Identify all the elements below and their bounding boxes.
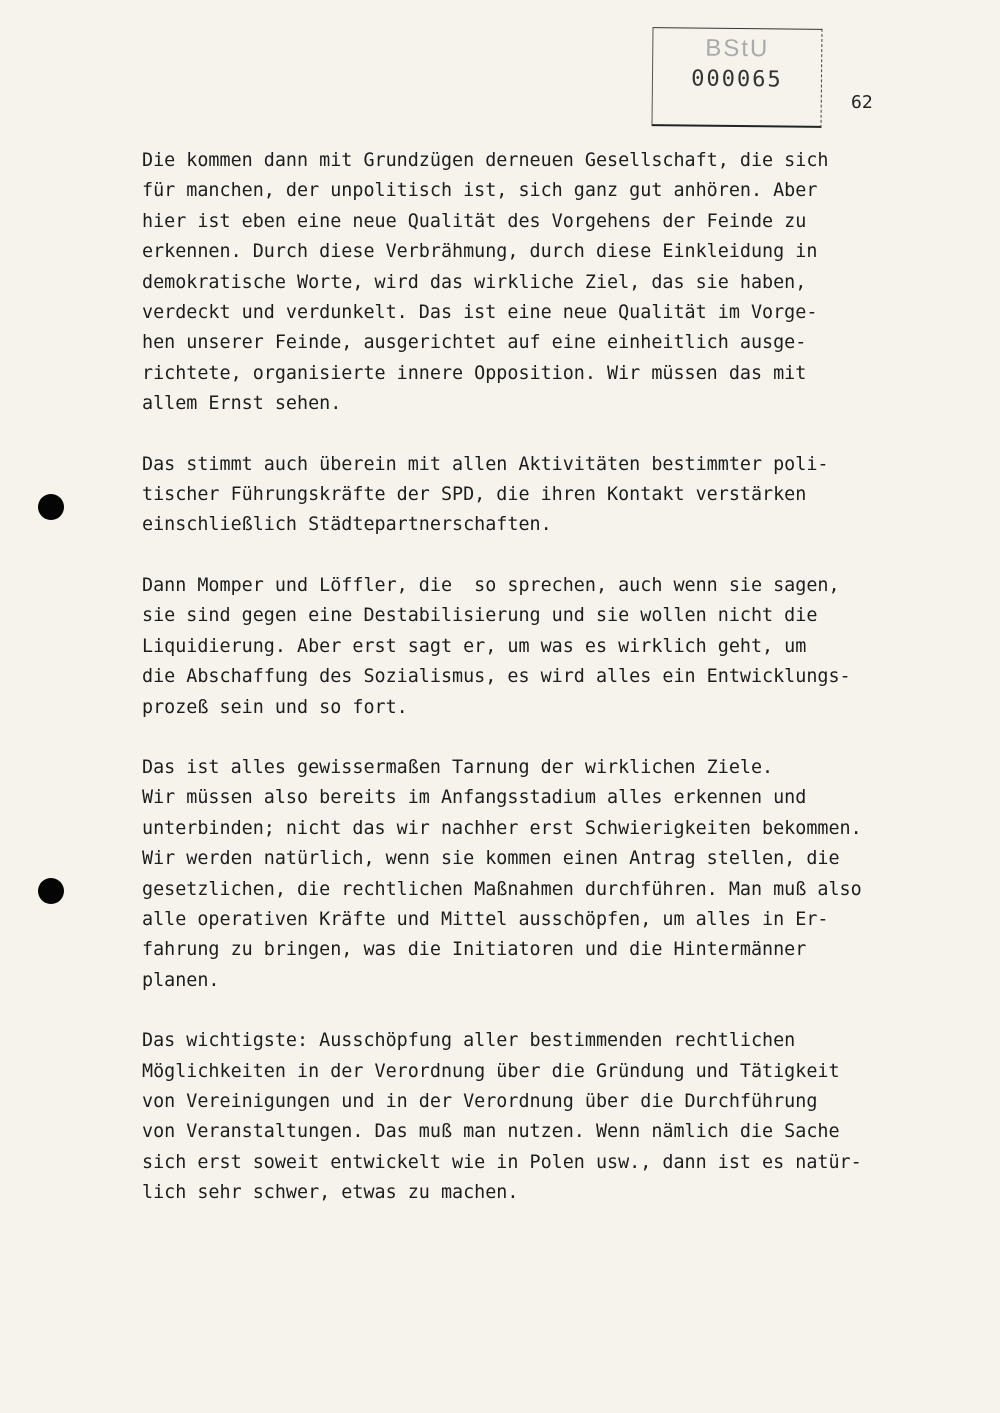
paragraph xyxy=(142,1026,942,1208)
paragraph xyxy=(142,571,942,723)
text-line: allem Ernst sehen. xyxy=(142,393,342,415)
text-line: Wir werden natürlich, wenn sie kommen einen Antrag stellen, die xyxy=(142,848,840,870)
text-line: Das wichtigste: Ausschöpfung aller bestimmenden rechtlichen xyxy=(142,1030,796,1052)
text-line: richtete, organisierte innere Opposition. Wir müssen das mit xyxy=(142,362,807,384)
text-line: lich sehr schwer, etwas zu machen. xyxy=(142,1182,519,1204)
text-line: hen unserer Feinde, ausgerichtet auf eine einheitlich ausge- xyxy=(142,332,807,354)
text-line: planen. xyxy=(142,969,220,991)
text-line: einschließlich Städtepartnerschaften. xyxy=(142,514,552,536)
paragraph xyxy=(142,146,942,420)
document-body xyxy=(142,146,942,1239)
text-line: hier ist eben eine neue Qualität des Vorgehens der Feinde zu xyxy=(142,210,807,232)
text-line: von Vereinigungen und in der Verordnung über die Durchführung xyxy=(142,1090,818,1112)
stamp-org: BStU xyxy=(705,34,770,63)
archive-stamp xyxy=(651,27,822,128)
text-line: Liquidierung. Aber erst sagt er, um was es wirklich geht, um xyxy=(142,635,807,657)
text-line: fahrung zu bringen, was die Initiatoren und die Hintermänner xyxy=(142,939,807,961)
text-line: die Abschaffung des Sozialismus, es wird alles ein Entwicklungs- xyxy=(142,666,851,688)
text-line: Dann Momper und Löffler, die so sprechen, auch wenn sie sagen, xyxy=(142,574,840,596)
text-line: alle operativen Kräfte und Mittel ausschöpfen, um alles in Er- xyxy=(142,908,829,930)
paragraph xyxy=(142,753,942,996)
text-line: gesetzlichen, die rechtlichen Maßnahmen durchführen. Man muß also xyxy=(142,878,862,900)
text-line: Das ist alles gewissermaßen Tarnung der wirklichen Ziele. xyxy=(142,756,774,778)
text-line: Wir müssen also bereits im Anfangsstadium alles erkennen und xyxy=(142,787,807,809)
stamp-number: 000065 xyxy=(691,66,783,93)
text-line: Das stimmt auch überein mit allen Aktivitäten bestimmter poli- xyxy=(142,453,829,475)
text-line: sie sind gegen eine Destabilisierung und sie wollen nicht die xyxy=(142,605,818,627)
text-line: demokratische Worte, wird das wirkliche Ziel, das sie haben, xyxy=(142,271,807,293)
text-line: für manchen, der unpolitisch ist, sich ganz gut anhören. Aber xyxy=(142,180,818,202)
text-line: unterbinden; nicht das wir nachher erst Schwierigkeiten bekommen. xyxy=(142,817,862,839)
punch-hole xyxy=(38,878,64,904)
punch-hole xyxy=(38,494,64,520)
text-line: erkennen. Durch diese Verbrähmung, durch diese Einkleidung in xyxy=(142,241,818,263)
text-line: sich erst soweit entwickelt wie in Polen usw., dann ist es natür- xyxy=(142,1151,862,1173)
text-line: prozeß sein und so fort. xyxy=(142,696,408,718)
text-line: Möglichkeiten in der Verordnung über die Gründung und Tätigkeit xyxy=(142,1060,840,1082)
page-number: 62 xyxy=(851,92,873,113)
text-line: verdeckt und verdunkelt. Das ist eine neue Qualität im Vorge- xyxy=(142,302,818,324)
text-line: Die kommen dann mit Grundzügen derneuen Gesellschaft, die sich xyxy=(142,150,829,171)
text-line: tischer Führungskräfte der SPD, die ihren Kontakt verstärken xyxy=(142,484,807,506)
paragraph xyxy=(142,450,942,541)
text-line: von Veranstaltungen. Das muß man nutzen. Wenn nämlich die Sache xyxy=(142,1121,840,1143)
